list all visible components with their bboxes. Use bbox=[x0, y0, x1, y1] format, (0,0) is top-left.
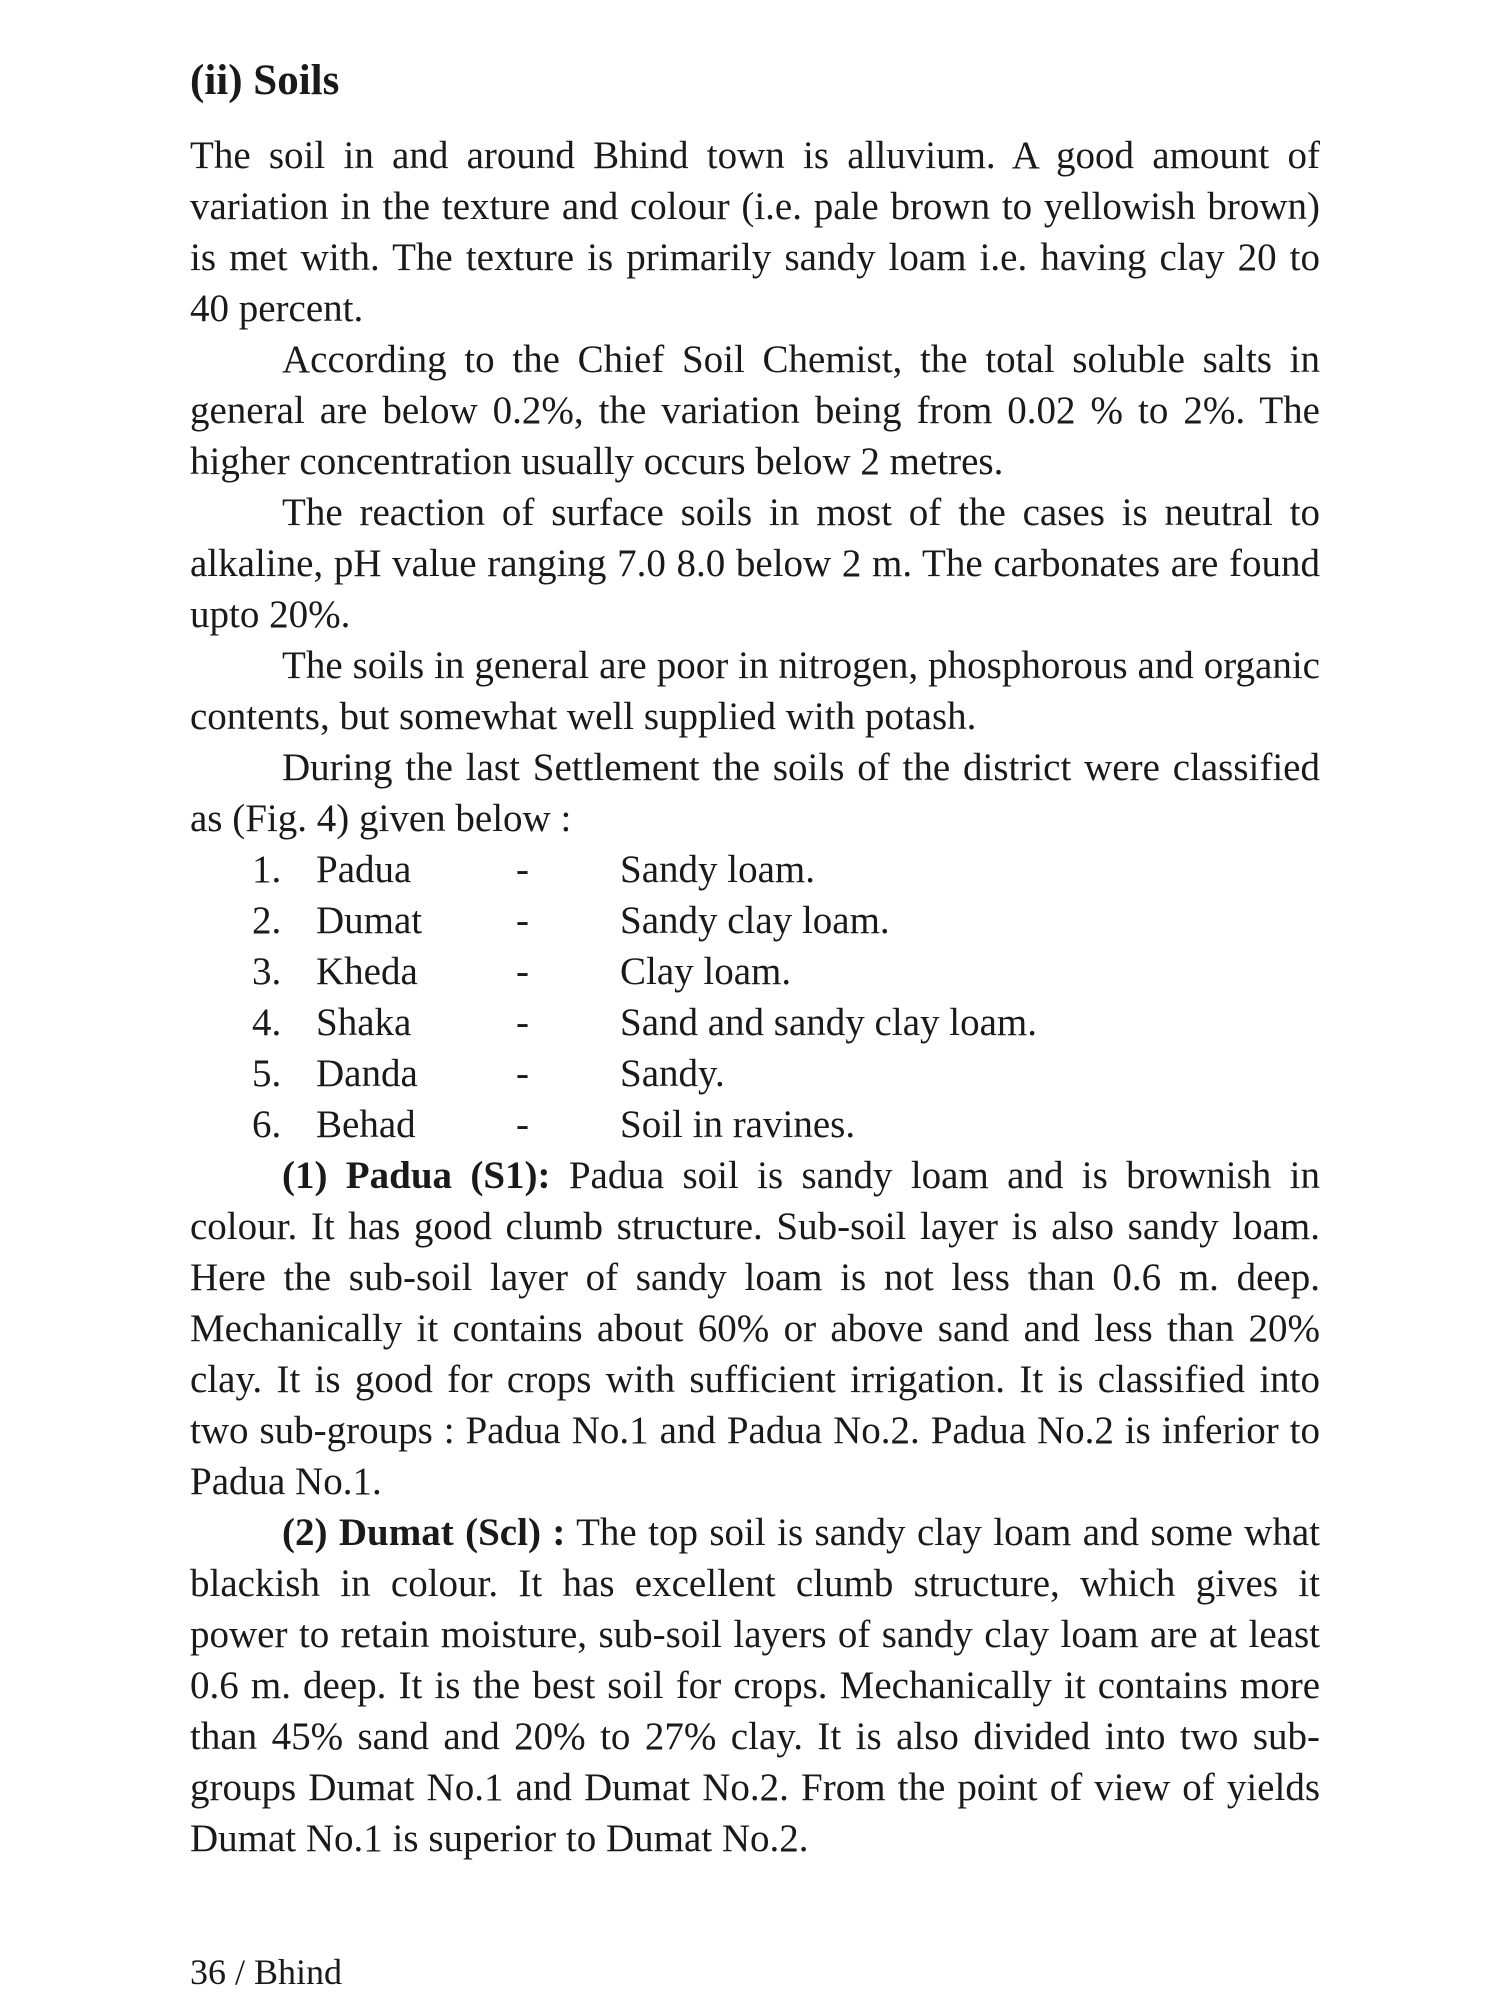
paragraph-padua bbox=[190, 1150, 1320, 1507]
item-number: 6. bbox=[252, 1103, 282, 1146]
list-item bbox=[190, 895, 1320, 946]
paragraph-classification-intro: During the last Settlement the soils of the district were classified as (Fig. 4) given below : bbox=[190, 746, 1320, 840]
item-number: 2. bbox=[252, 899, 282, 942]
soil-name: Padua bbox=[316, 848, 412, 891]
list-item bbox=[190, 946, 1320, 997]
section-heading: (ii) Soils bbox=[190, 57, 340, 104]
soil-description: Sand and sandy clay loam. bbox=[620, 1001, 1037, 1044]
soil-description: Sandy clay loam. bbox=[620, 899, 890, 942]
soil-name: Behad bbox=[316, 1103, 416, 1146]
item-number: 4. bbox=[252, 1001, 282, 1044]
separator-dash: - bbox=[516, 1052, 529, 1095]
separator-dash: - bbox=[516, 1103, 529, 1146]
item-number: 1. bbox=[252, 848, 282, 891]
soil-description: Sandy. bbox=[620, 1052, 725, 1095]
separator-dash: - bbox=[516, 1001, 529, 1044]
paragraph-soil-reaction: The reaction of surface soils in most of the cases is neutral to alkaline, pH value ranging 7.0 8.0 below 2 m. The carbonates are found upto 20%. bbox=[190, 491, 1320, 636]
paragraph-soluble-salts: According to the Chief Soil Chemist, the total soluble salts in general are below 0.2%, the variation being from 0.02 % to 2%. The higher concentration usually occurs below 2 metres. bbox=[190, 338, 1320, 483]
separator-dash: - bbox=[516, 950, 529, 993]
paragraph-soil-overview: The soil in and around Bhind town is alluvium. A good amount of variation in the texture and colour (i.e. pale brown to yellowish brown) is met with. The texture is primarily sandy loam i.e. having clay 20 to 40 percent. bbox=[190, 134, 1320, 330]
soil-description: Sandy loam. bbox=[620, 848, 815, 891]
paragraph-dumat bbox=[190, 1507, 1320, 1864]
paragraph-nutrients: The soils in general are poor in nitrogen, phosphorous and organic contents, but somewhat well supplied with potash. bbox=[190, 644, 1320, 738]
item-number: 5. bbox=[252, 1052, 282, 1095]
padua-title: (1) Padua (S1): bbox=[282, 1154, 551, 1197]
soil-description: Clay loam. bbox=[620, 950, 792, 993]
item-number: 3. bbox=[252, 950, 282, 993]
dumat-title: (2) Dumat (Scl) : bbox=[282, 1511, 566, 1554]
soil-name: Dumat bbox=[316, 899, 423, 942]
list-item bbox=[190, 997, 1320, 1048]
separator-dash: - bbox=[516, 848, 529, 891]
list-item bbox=[190, 1099, 1320, 1150]
separator-dash: - bbox=[516, 899, 529, 942]
soil-name: Shaka bbox=[316, 1001, 412, 1044]
soil-name: Kheda bbox=[316, 950, 418, 993]
list-item bbox=[190, 1048, 1320, 1099]
soil-classification-list bbox=[190, 844, 1320, 1150]
padua-text: Padua soil is sandy loam and is brownish in colour. It has good clumb structure. Sub-soil layer is also sandy loam. Here the sub-soil layer of sandy loam is not less than 0.6 m. deep. Mechanically it contains about 60% or above sand and less than 20% clay. It is good for crops with sufficient irrigation. It is classified into two sub-groups : Padua No.1 and Padua No.2. Padua No.2 is inferior to Padua No.1. bbox=[190, 1154, 1320, 1503]
page-footer: 36 / Bhind bbox=[190, 1952, 343, 1992]
list-item bbox=[190, 844, 1320, 895]
dumat-text: The top soil is sandy clay loam and some what blackish in colour. It has excellent clumb structure, which gives it power to retain moisture, sub-soil layers of sandy clay loam are at least 0.6 m. deep. It is the best soil for crops. Mechanically it contains more than 45% sand and 20% to 27% clay. It is also divided into two sub-groups Dumat No.1 and Dumat No.2. From the point of view of yields Dumat No.1 is superior to Dumat No.2. bbox=[190, 1511, 1320, 1860]
soil-description: Soil in ravines. bbox=[620, 1103, 856, 1146]
page-content bbox=[190, 52, 1320, 1864]
soil-name: Danda bbox=[316, 1052, 418, 1095]
